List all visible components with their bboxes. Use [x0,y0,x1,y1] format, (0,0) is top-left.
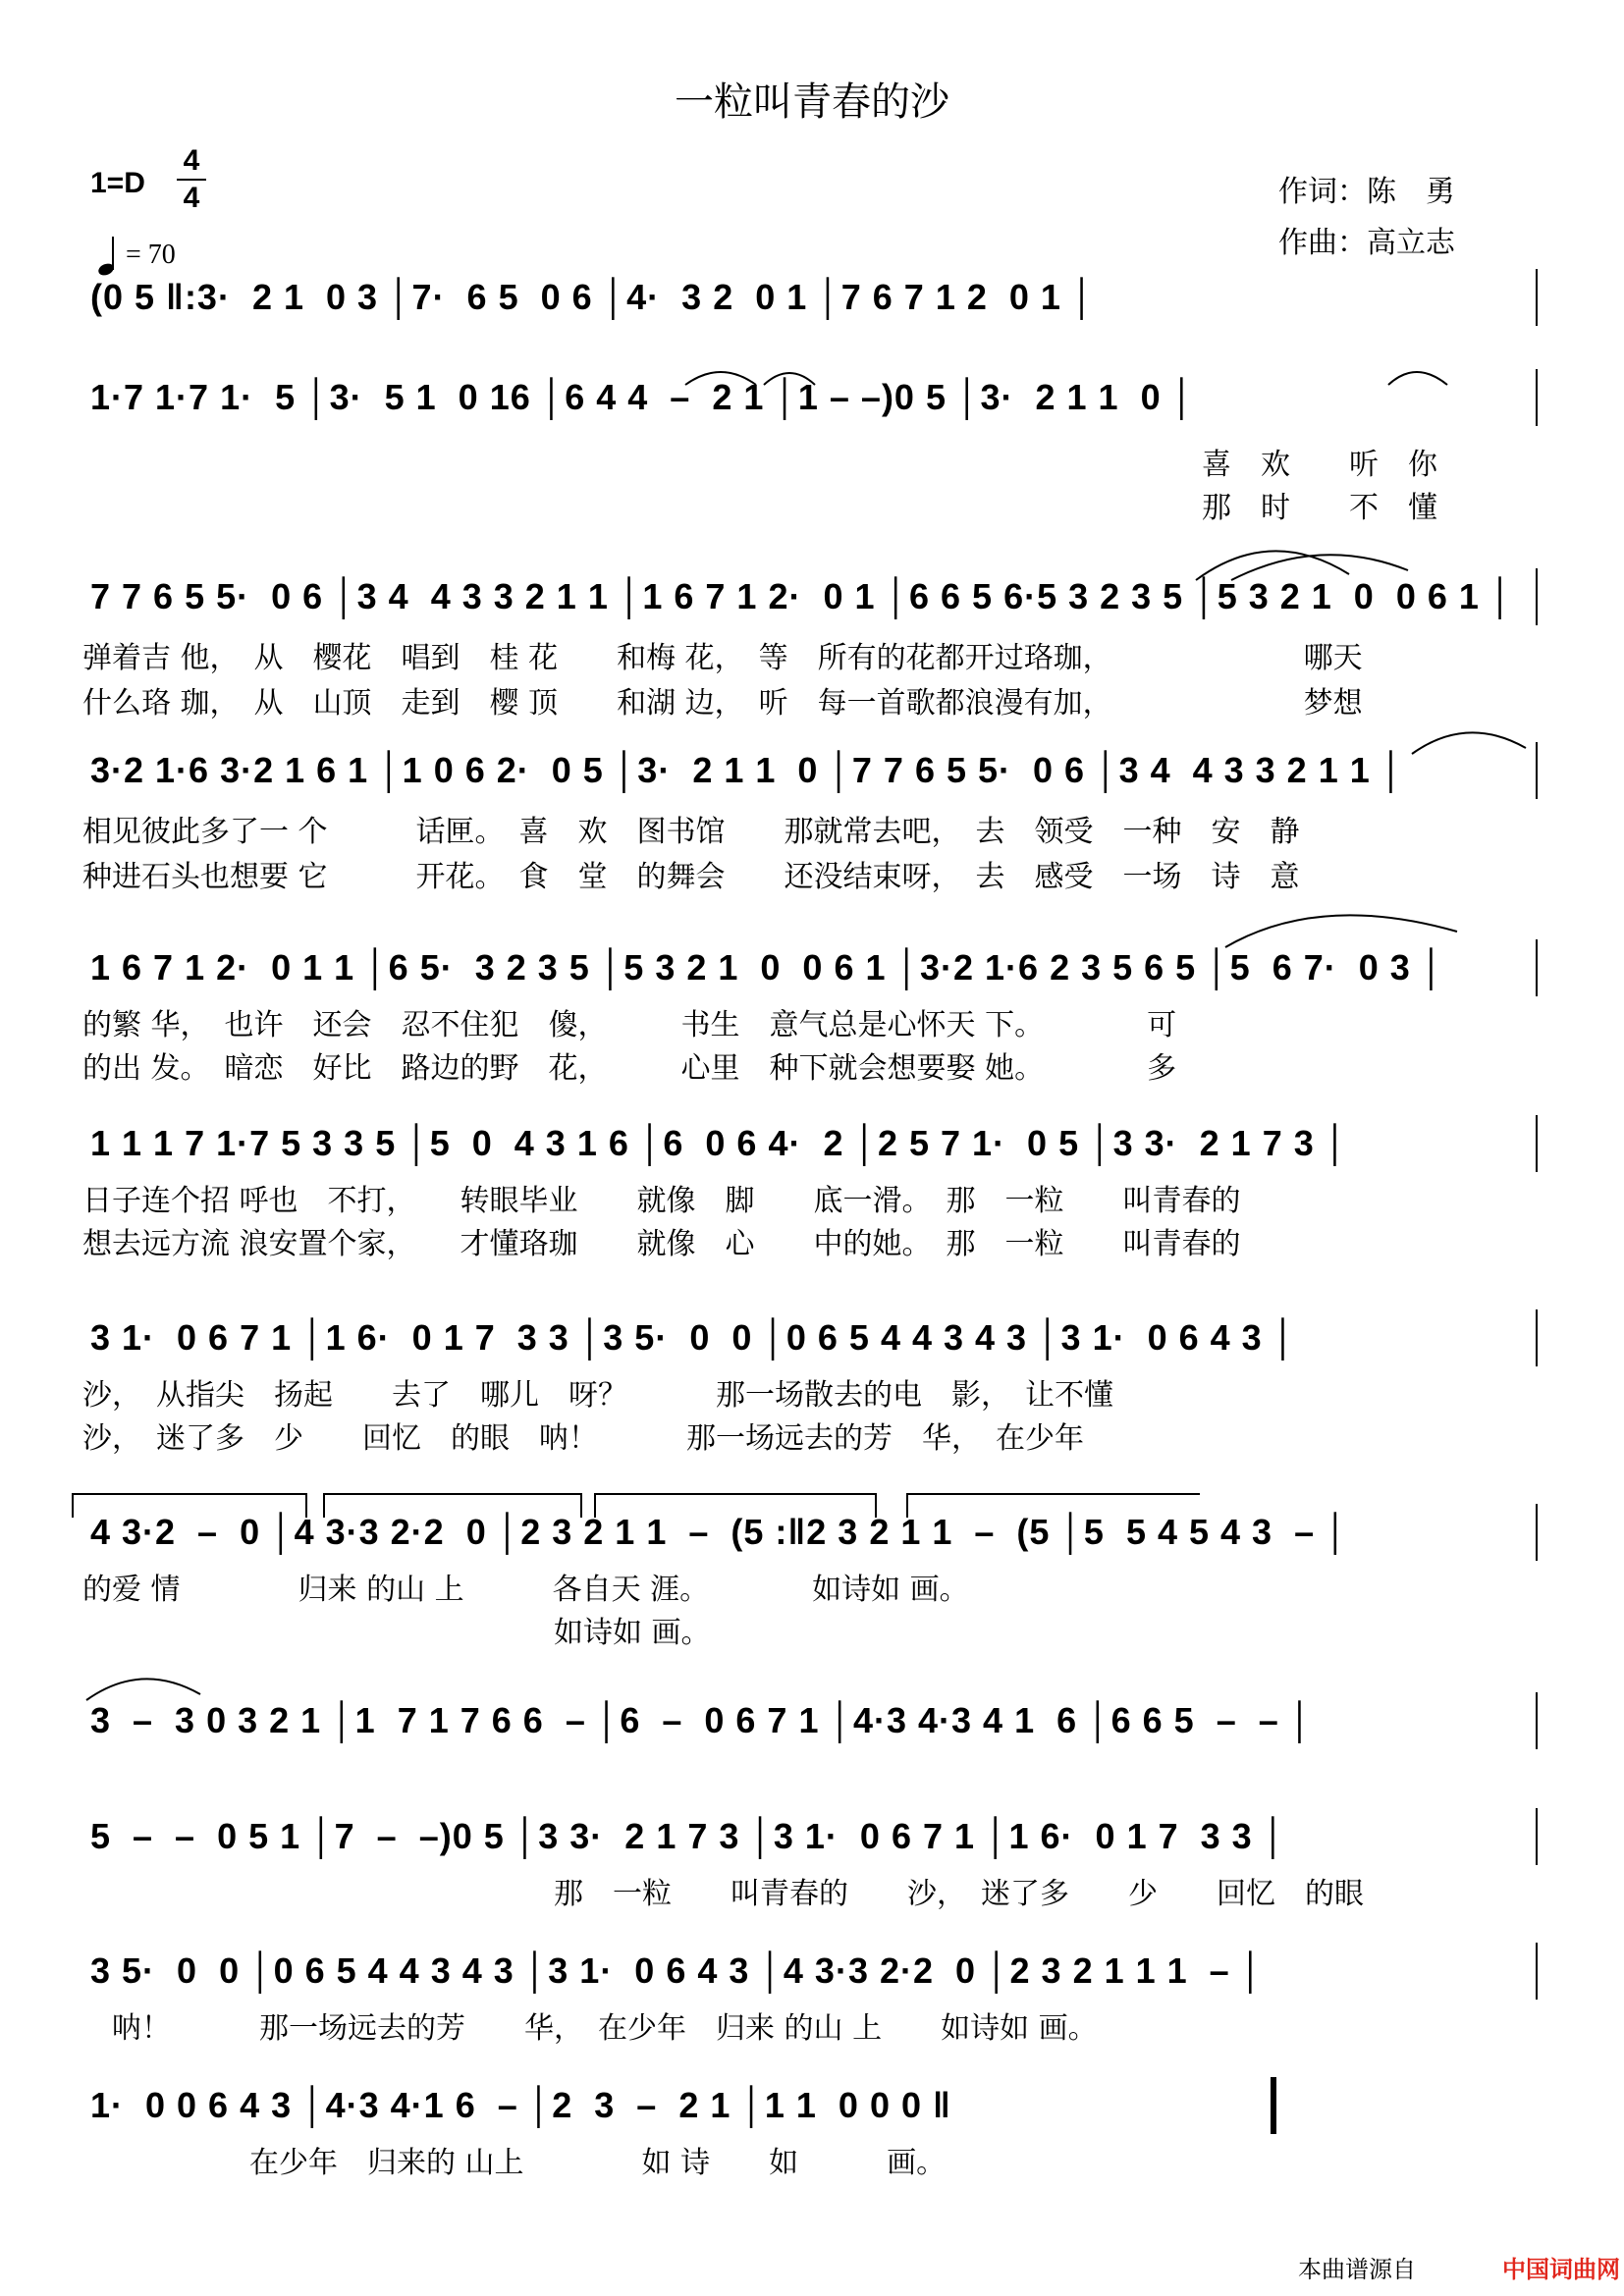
time-signature [177,145,206,214]
lyric-verse-1: 的爱 情 归来 的山 上 各自天 涯。 如诗如 画。 [82,1573,969,1607]
key-signature: 1=D [90,167,145,199]
notation-line: 3 1· 0 6 7 1 │1 6· 0 1 7 3 3 │3 5· 0 0 │0 6 5 4 4 3 4 3 │3 1· 0 6 4 3 │ [90,1317,1297,1358]
lyric-verse-1: 弹着吉 他， 从 樱花 唱到 桂 花 和梅 花， 等 所有的花都开过珞珈， 哪天 [82,641,1363,675]
notation-line: 7 7 6 5 5· 0 6 │3 4 4 3 3 2 1 1 │1 6 7 1 2· 0 1 │6 6 5 6·5 3 2 3 5 │5 3 2 1 0 0 6 1 │ [90,576,1514,616]
lyric-verse-2: 什么珞 珈， 从 山顶 走到 樱 顶 和湖 边， 听 每一首歌都浪漫有加， 梦想 [82,686,1363,721]
site-brand-link[interactable]: 中国词曲网 [1502,2256,1620,2283]
notation-line: 3 5· 0 0 │0 6 5 4 4 3 4 3 │3 1· 0 6 4 3 │4 3·3 2·2 0 │2 3 2 1 1 1 – │ [90,1950,1265,1991]
lyric-verse-1: 日子连个招 呼也 不打， 转眼毕业 就像 脚 底一滑。 那 一粒 叫青春的 [82,1184,1241,1218]
notation-line: 1 1 1 7 1·7 5 3 3 5 │5 0 4 3 1 6 │6 0 6 4· 2 │2 5 7 1· 0 5 │3 3· 2 1 7 3 │ [90,1123,1349,1163]
score-system-12 [82,2073,1542,2181]
score-system-11 [82,1939,1542,2047]
score-system-8 [82,1500,1542,1650]
slur-mark [1221,902,1477,951]
score-system-4 [82,738,1542,895]
tempo-value: = 70 [126,240,176,270]
slur-mark [1192,535,1447,584]
lyric-verse-1: 在少年 归来的 山上 如 诗 如 画。 [249,2146,947,2180]
slur-mark [1384,359,1453,389]
score-title: 一粒叫青春的沙 [675,80,949,125]
slur-mark [1408,719,1536,758]
lyric-verse-2: 想去远方流 浪安置个家， 才懂珞珈 就像 心 中的她。 那 一粒 叫青春的 [82,1227,1241,1261]
score-system-1 [82,265,1542,344]
notation-line: 1·7 1·7 1· 5 │3· 5 1 0 16 │6 4 4 – 2 1 │1 – –)0 5 │3· 2 1 1 0 │ [90,377,1196,417]
lyric-verse-1: 那 一粒 叫青春的 沙， 迷了多 少 回忆 的眼 [554,1877,1364,1911]
notation-line: 5 – – 0 5 1 │7 – –)0 5 │3 3· 2 1 7 3 │3 1· 0 6 7 1 │1 6· 0 1 7 3 3 │ [90,1816,1287,1856]
notation-line: (0 5 ‖:3· 2 1 0 3 │7· 6 5 0 6 │4· 3 2 0 1 │7 6 7 1 2 0 1 │ [90,277,1096,317]
lyric-verse-2: 那 时 不 懂 [1202,491,1437,525]
composer-credit: 作曲：高立志 [1278,226,1455,260]
time-signature-top: 4 [183,144,200,177]
notation-line: 1· 0 0 6 4 3 │4·3 4·1 6 – │2 3 – 2 1 │1 1 0 0 0 ‖ [90,2085,951,2125]
notation-line: 3·2 1·6 3·2 1 6 1 │1 0 6 2· 0 5 │3· 2 1 1 0 │7 7 6 5 5· 0 6 │3 4 4 3 3 2 1 1 │ [90,750,1405,790]
score-system-9 [82,1688,1542,1767]
notation-line: 4 3·2 – 0 │4 3·3 2·2 0 │2 3 2 1 1 – (5 :‖2 3 2 1 1 – (5 │5 5 4 5 4 3 – │ [90,1512,1349,1552]
score-system-7 [82,1306,1542,1456]
lyric-verse-2: 的出 发。 暗恋 好比 路边的野 花， 心里 种下就会想要娶 她。 多 [82,1051,1177,1086]
score-system-2 [82,365,1542,525]
score-system-3 [82,564,1542,721]
time-signature-divider [177,179,206,181]
lyric-verse-1: 的繁 华， 也许 还会 忍不住犯 傻， 书生 意气总是心怀天 下。 可 [82,1008,1177,1042]
time-signature-bottom: 4 [183,182,200,214]
lyric-verse-2: 种进石头也想要 它 开花。 食 堂 的舞会 还没结束呀， 去 感受 一场 诗 意 [82,860,1300,894]
lyric-verse-1: 呐！ 那一场远去的芳 华， 在少年 归来 的山 上 如诗如 画。 [112,2011,1098,2046]
lyric-verse-2: 沙， 迷了多 少 回忆 的眼 呐！ 那一场远去的芳 华， 在少年 [82,1421,1084,1456]
lyric-verse-2: 如诗如 画。 [82,1616,711,1650]
score-system-6 [82,1111,1542,1261]
lyric-verse-1: 相见彼此多了一 个 话匣。 喜 欢 图书馆 那就常去吧， 去 领受 一种 安 静 [82,815,1300,849]
notation-line: 1 6 7 1 2· 0 1 1 │6 5· 3 2 3 5 │5 3 2 1 0 0 6 1 │3·2 1·6 2 3 5 6 5 │5 6 7· 0 3 │ [90,947,1445,988]
lyric-verse-1: 沙， 从指尖 扬起 去了 哪儿 呀？ 那一场散去的电 影， 让不懂 [82,1378,1113,1413]
source-note: 本曲谱源自 [1298,2256,1416,2283]
lyricist-credit: 作词：陈 勇 [1278,175,1455,209]
score-system-10 [82,1804,1542,1912]
lyric-verse-1: 喜 欢 听 你 [1202,448,1437,482]
score-system-5 [82,935,1542,1086]
slur-mark [681,359,839,389]
notation-line: 3 – 3 0 3 2 1 │1 7 1 7 6 6 – │6 – 0 6 7 1 │4·3 4·3 4 1 6 │6 6 5 – – │ [90,1700,1314,1740]
